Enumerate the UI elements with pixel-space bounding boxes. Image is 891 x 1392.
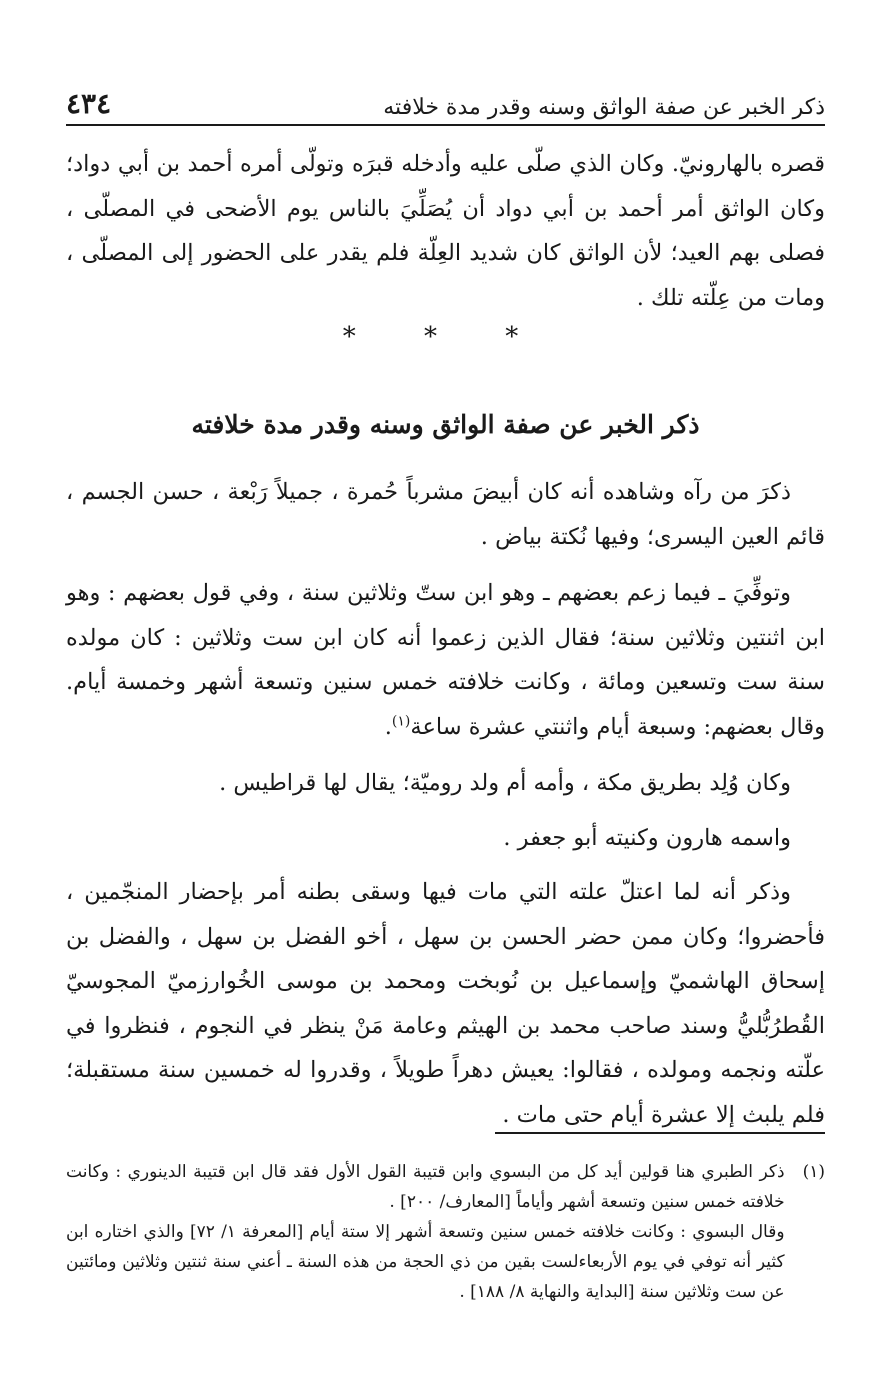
footnote-item (66, 1157, 825, 1307)
continuation-paragraph-block (66, 142, 825, 332)
paragraph-name: واسمه هارون وكنيته أبو جعفر . (503, 824, 791, 851)
footnote-body (66, 1157, 785, 1307)
paragraph-astrologers: وذكر أنه لما اعتلّ علته التي مات فيها وسقى بطنه أمر بإحضار المنجّمين ، فأحضروا؛ وكان ممن حضر الحسن بن سهل ، أخو الفضل بن سهل ، والفضل بن إسحاق الهاشميّ وإسماعيل بن نُوبخت ومحمد بن موسى الخُوارزميّ المجوسيّ القُطرُبُّليُّ وسند صاحب محمد بن الهيثم وعامة مَنْ ينظر في النجوم ، فنظروا في علّته ونجمه ومولده ، فقالوا: يعيش دهراً طويلاً ، وقدروا له خمسين سنة مستقبلة؛ فلم يلبث إلا عشرة أيام حتى مات . (66, 879, 825, 1128)
paragraph-birth: وكان وُلِد بطريق مكة ، وأمه أم ولد روميّة؛ يقال لها قراطيس . (219, 770, 791, 796)
paragraph-death-age-end: . (384, 713, 392, 740)
running-title: ذكر الخبر عن صفة الواثق وسنه وقدر مدة خلافته (383, 95, 825, 120)
footnote-number: (١) (802, 1162, 825, 1182)
footnotes (66, 1157, 825, 1307)
footnote-reference[interactable]: (١) (391, 713, 411, 729)
page-number: ٤٣٤ (66, 87, 112, 120)
paragraph-death-age-text: وتوفِّيَ ـ فيما زعم بعضهم ـ وهو ابن ستّ وثلاثين سنة ، وفي قول بعضهم : وهو ابن اثنتين وثلاثين سنة؛ فقال الذين زعموا أنه كان ابن ست وثلاثين : كان مولده سنة ست وتسعين ومائة ، وكانت خلافته خمس سنين وتسعة أشهر وخمسة أيام. وقال بعضهم: وسبعة أيام واثنتي عشرة ساعة (66, 580, 825, 740)
section-title: ذكر الخبر عن صفة الواثق وسنه وقدر مدة خلافته (191, 410, 700, 439)
continuation-paragraph: قصره بالهارونيّ. وكان الذي صلّى عليه وأدخله قبرَه وتولّى أمره أحمد بن أبي دواد؛ وكان الواثق أمر أحمد بن أبي دواد أن يُصَلِّيَ بالناس يوم الأضحى في المصلّى ، فصلى بهم العيد؛ لأن الواثق كان شديد العِلّة فلم يقدر على الحضور إلى المصلّى ، ومات من عِلّته تلك . (66, 151, 825, 311)
paragraph-death-age (66, 571, 825, 749)
footnote-line-1: ذكر الطبري هنا قولين أيد كل من البسوي وابن قتيبة القول الأول فقد قال ابن قتيبة الدينوري : وكانت خلافته خمس سنين وتسعة أشهر وأياماً [المعارف/ ٢٠٠] . (66, 1162, 785, 1212)
section-body (66, 470, 825, 1149)
section-separator: * * * (342, 322, 549, 352)
paragraph-description: ذكرَ من رآه وشاهده أنه كان أبيضَ مشرباً حُمرة ، جميلاً رَبْعة ، حسن الجسم ، قائم العين اليسرى؛ وفيها نُكتة بياض . (66, 479, 825, 550)
page-header (66, 80, 825, 126)
footnote-divider (495, 1132, 825, 1134)
footnote-line-2: وقال البسوي : وكانت خلافته خمس سنين وتسعة أشهر إلا ستة أيام [المعرفة ١/ ٧٢] والذي اختاره ابن كثير أنه توفي في يوم الأربعاءلست بقين من ذي الحجة من هذه السنة ـ أعني سنة ثنتين وثلاثين ومائتين عن ست وثلاثين سنة [البداية والنهاية ٨/ ١٨٨] . (66, 1222, 785, 1302)
